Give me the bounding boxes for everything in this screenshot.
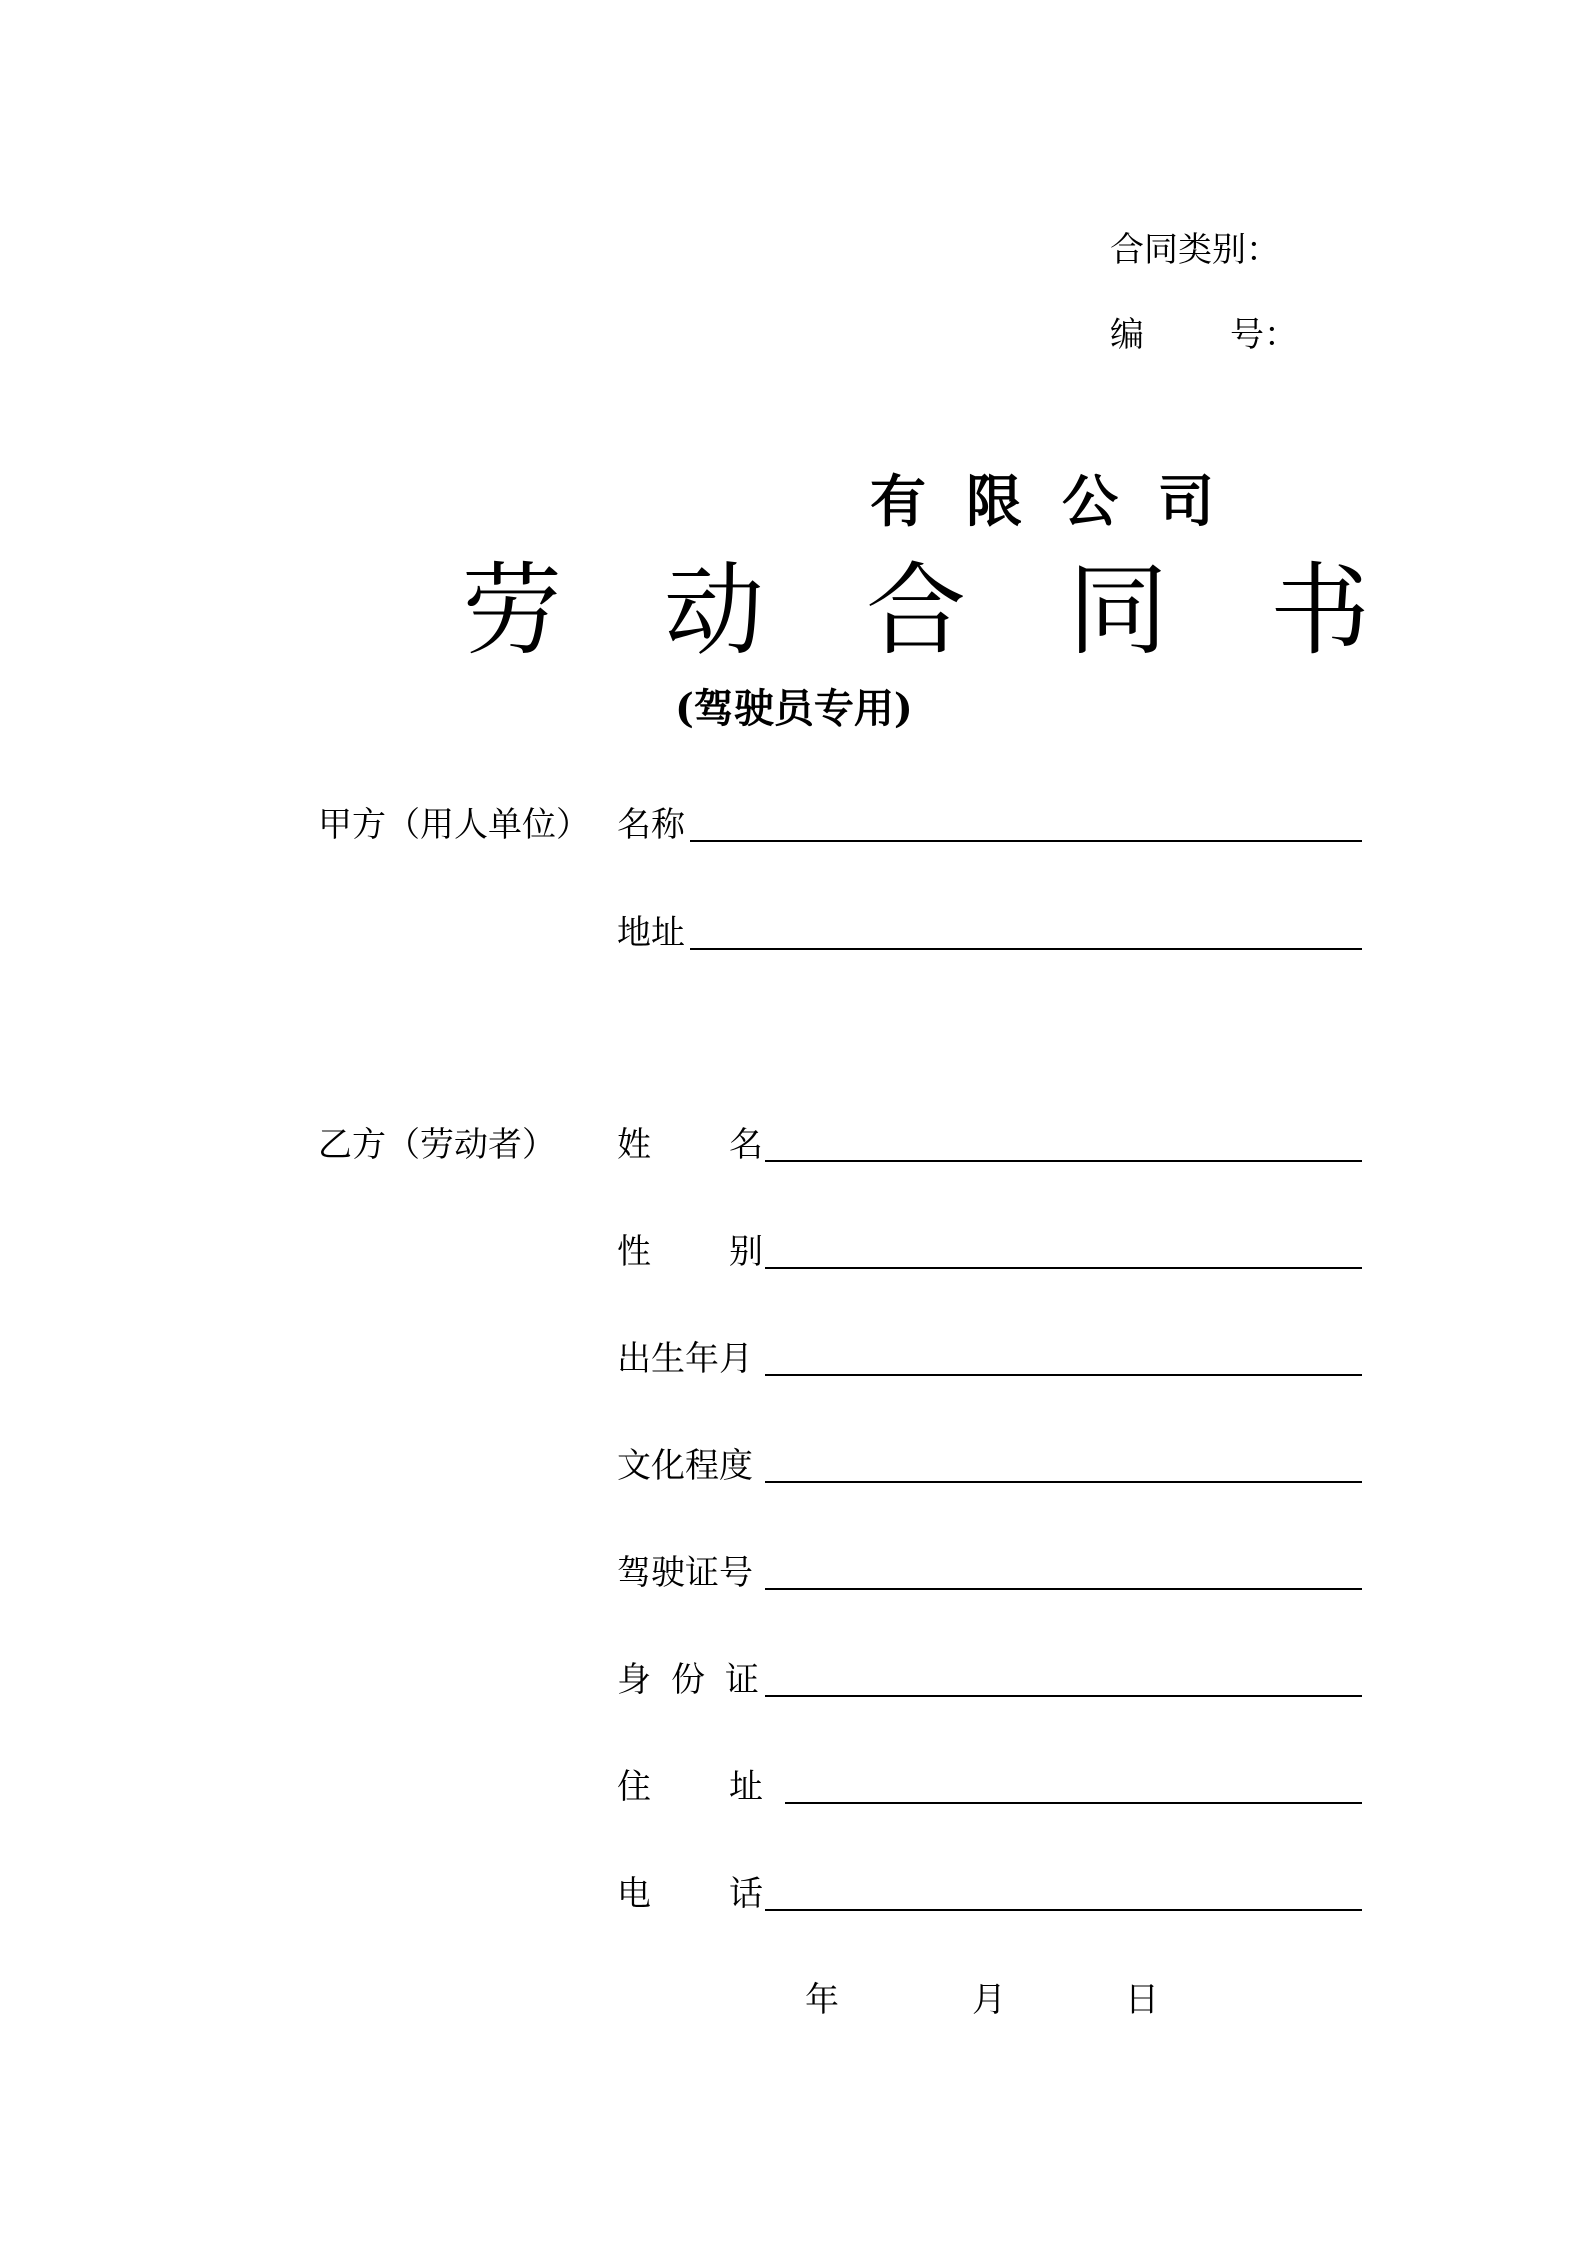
- party-a-label: 甲方（用人单位）: [318, 805, 590, 845]
- party-b-id-field[interactable]: [765, 1695, 1362, 1697]
- id-label-a: 身: [617, 1660, 651, 1700]
- party-b-gender-field[interactable]: [765, 1267, 1362, 1269]
- party-b-gender-label: [617, 1232, 763, 1272]
- name-label-a: 姓: [617, 1125, 651, 1165]
- contract-number-label: [1110, 315, 1298, 355]
- id-label-c: 证: [725, 1660, 759, 1700]
- party-a-address-field[interactable]: [690, 948, 1362, 950]
- residence-label-a: 住: [617, 1767, 651, 1807]
- party-b-label: 乙方（劳动者）: [318, 1125, 556, 1165]
- id-label-b: 份: [671, 1660, 705, 1700]
- date-day-label: 日: [1125, 1980, 1159, 2020]
- gender-label-a: 性: [617, 1232, 651, 1272]
- contract-type-label: 合同类别：: [1110, 230, 1280, 270]
- phone-label-a: 电: [617, 1874, 651, 1914]
- document-title: 劳动合同书: [462, 552, 1472, 669]
- party-b-residence-label: [617, 1767, 763, 1807]
- party-b-phone-label: [617, 1874, 763, 1914]
- date-month-label: 月: [972, 1980, 1006, 2020]
- party-b-birth-label: 出生年月: [617, 1339, 753, 1379]
- number-label-part-a: 编: [1110, 315, 1144, 355]
- party-b-name-field[interactable]: [765, 1160, 1362, 1162]
- party-a-name-label: 名称: [617, 805, 685, 845]
- party-b-education-label: 文化程度: [617, 1446, 753, 1486]
- number-label-part-b: 号：: [1230, 315, 1298, 355]
- gender-label-b: 别: [729, 1232, 763, 1272]
- party-b-education-field[interactable]: [765, 1481, 1362, 1483]
- party-b-license-field[interactable]: [765, 1588, 1362, 1590]
- party-b-name-label: [617, 1125, 763, 1165]
- party-b-birth-field[interactable]: [765, 1374, 1362, 1376]
- party-a-name-field[interactable]: [690, 840, 1362, 842]
- party-b-phone-field[interactable]: [765, 1909, 1362, 1911]
- date-year-label: 年: [805, 1980, 839, 2020]
- name-label-b: 名: [729, 1125, 763, 1165]
- party-b-license-label: 驾驶证号: [617, 1553, 753, 1593]
- party-b-id-label: [617, 1660, 759, 1700]
- phone-label-b: 话: [729, 1874, 763, 1914]
- company-name-title: 有限公司: [870, 469, 1254, 535]
- residence-label-b: 址: [729, 1767, 763, 1807]
- document-subtitle: (驾驶员专用): [675, 685, 913, 732]
- party-a-address-label: 地址: [617, 913, 685, 953]
- party-b-residence-field[interactable]: [785, 1802, 1362, 1804]
